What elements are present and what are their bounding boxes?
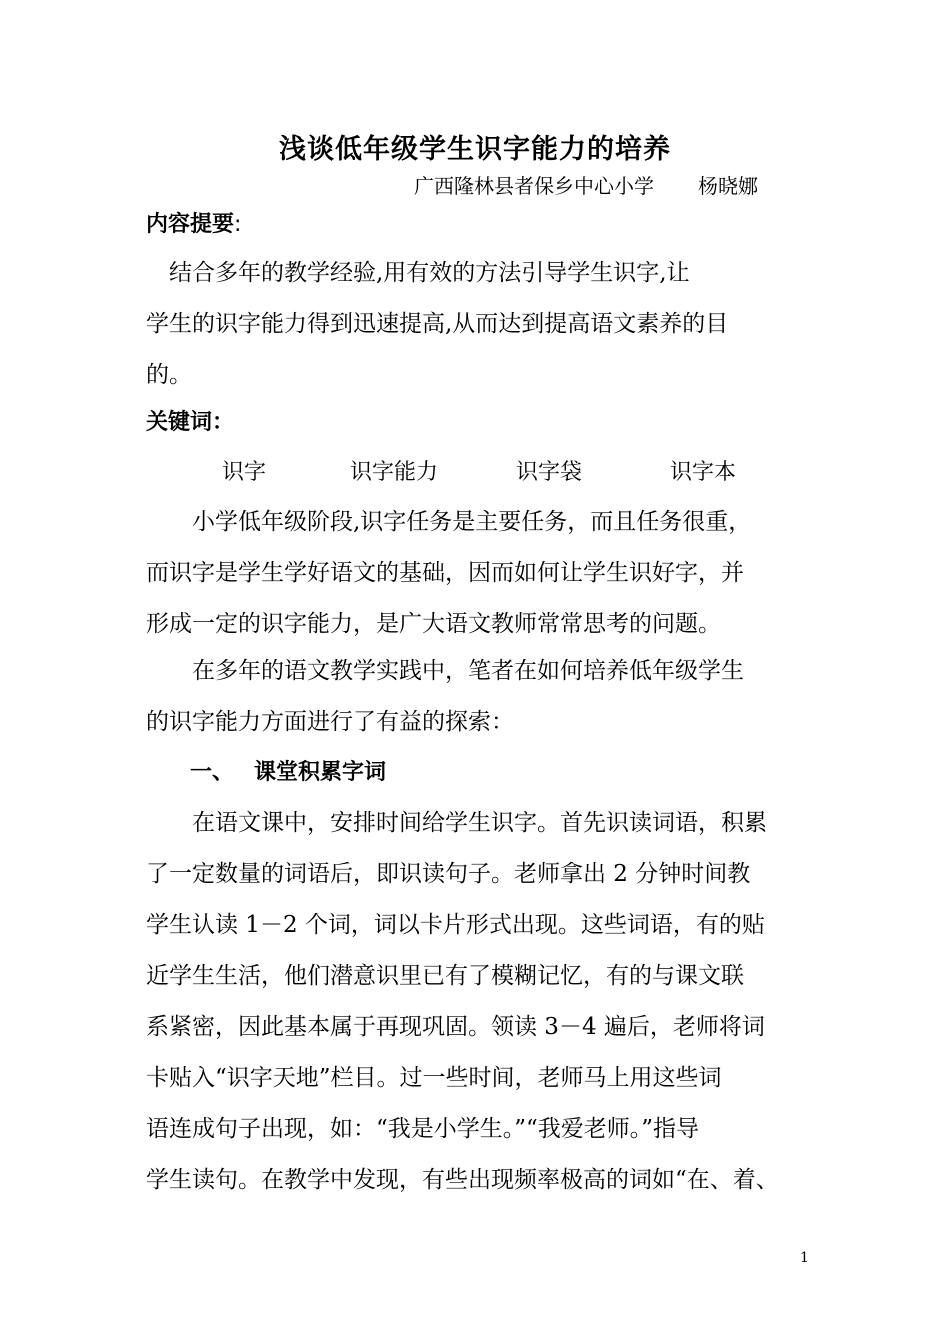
keyword: 识字 xyxy=(222,460,267,485)
section-number: 一、 xyxy=(190,760,235,785)
section-title: 课堂积累字词 xyxy=(254,760,387,785)
abstract-heading-colon: : xyxy=(234,212,242,237)
text-line: 小学低年级阶段,识字任务是主要任务，而且任务很重， xyxy=(146,509,752,535)
text-line: 了一定数量的词语后，即识读句子。老师拿出 2 分钟时间教 xyxy=(146,861,751,887)
body-paragraph-1 xyxy=(146,497,806,650)
section-heading xyxy=(190,756,386,790)
text-line: 近学生生活，他们潜意识里已有了模糊记忆，有的与课文联 xyxy=(146,963,744,989)
author-school: 广西隆林县者保乡中心小学 xyxy=(414,174,654,198)
keyword: 识字袋 xyxy=(516,460,583,485)
text-line: 在多年的语文教学实践中，笔者在如何培养低年级学生 xyxy=(146,658,744,684)
text-line: 卡贴入“识字天地”栏目。过一些时间，老师马上用这些词 xyxy=(146,1065,722,1091)
text-line: 学生认读 1－2 个词，词以卡片形式出现。这些词语，有的贴 xyxy=(146,912,765,938)
text-line: 语连成句子出现，如：“我是小学生。”“我爱老师。”指导 xyxy=(146,1116,700,1142)
author-line xyxy=(414,170,758,202)
abstract-heading xyxy=(146,208,241,242)
keyword: 识字本 xyxy=(670,460,737,485)
text-line: 而识字是学生学好语文的基础，因而如何让学生识好字，并 xyxy=(146,560,744,586)
text-line: 的识字能力方面进行了有益的探索： xyxy=(146,709,514,735)
text-line: 系紧密，因此基本属于再现巩固。领读 3－4 遍后，老师将词 xyxy=(146,1014,765,1040)
text-line: 的。 xyxy=(146,362,192,388)
document-title: 浅谈低年级学生识字能力的培养 xyxy=(279,134,671,165)
text-line: 形成一定的识字能力，是广大语文教师常常思考的问题。 xyxy=(146,611,721,637)
abstract-heading-text: 内容提要 xyxy=(146,212,235,237)
text-line: 学生读句。在教学中发现，有些出现频率极高的词如“在、着、 xyxy=(146,1167,779,1193)
page-number-text: 1 xyxy=(800,1250,809,1266)
abstract-paragraph xyxy=(146,248,806,401)
keywords-row xyxy=(0,456,950,490)
body-paragraph-2 xyxy=(146,646,806,748)
text-line: 在语文课中，安排时间给学生识字。首先识读词语，积累 xyxy=(146,810,767,836)
text-line: 结合多年的教学经验,用有效的方法引导学生识字,让 xyxy=(146,260,690,286)
body-paragraph-3 xyxy=(146,798,806,1206)
text-line: 学生的识字能力得到迅速提高,从而达到提高语文素养的目 xyxy=(146,311,729,337)
keyword: 识字能力 xyxy=(350,460,439,485)
keywords-heading: 关键词： xyxy=(146,410,235,435)
author-name: 杨晓娜 xyxy=(698,174,758,198)
